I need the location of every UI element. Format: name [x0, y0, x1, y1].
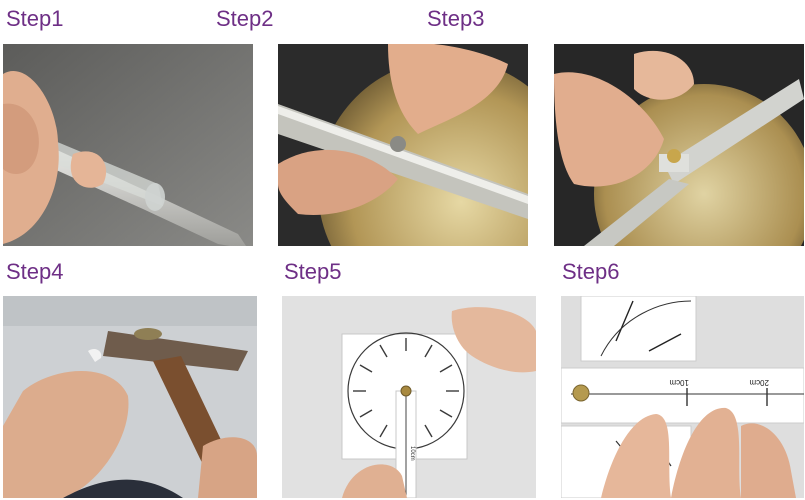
- step-4-photo: [3, 296, 257, 498]
- step-3-label: Step3: [427, 6, 485, 31]
- step-5-label: Step5: [284, 259, 342, 284]
- center-nut: [667, 149, 681, 163]
- template-ruler-mark: 10cm: [409, 446, 415, 461]
- step-2-photo: [278, 44, 528, 246]
- ruler-mark-20cm: 20cm: [749, 378, 769, 387]
- center-stud: [573, 385, 589, 401]
- step-1-photo: [3, 44, 253, 246]
- step-6-label: Step6: [562, 259, 620, 284]
- ruler-mark-10cm: 10cm: [669, 378, 689, 387]
- step-4-label: Step4: [6, 259, 64, 284]
- step-5-photo: [282, 296, 536, 498]
- step-2-label: Step2: [216, 6, 274, 31]
- step-3-photo: [554, 44, 804, 246]
- step-1-label: Step1: [6, 6, 64, 31]
- step-6-photo: [561, 296, 804, 498]
